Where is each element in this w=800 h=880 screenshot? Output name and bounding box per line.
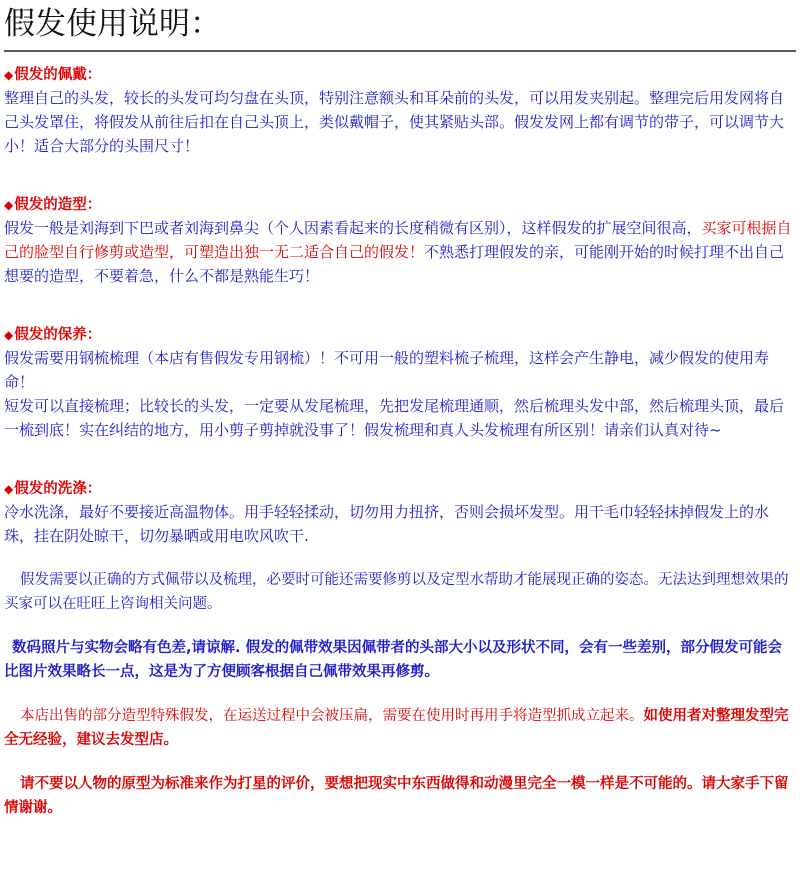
styling-text-highlight: 买家可根据自己的脸型自行修剪或造型，可塑造出独一无二适合自己的假发！ [4,219,792,261]
note-color-difference: 数码照片与实物会略有色差,请谅解. 假发的佩带效果因佩带者的头部大小以及形状不同，会有一些差别，部分假发可能会比图片效果略长一点，这是为了方便顾客根据自己佩带效果再修剪。 [4,640,783,680]
styling-text-before: 假发一般是刘海到下巴或者刘海到鼻尖（个人因素看起来的长度稍微有区别），这样假发的扩展空间很高， [4,219,702,237]
section-heading-text: 假发的佩戴： [14,67,102,83]
section-heading [4,478,796,500]
section-paragraph: 假发需要用钢梳梳理（本店有售假发专用钢梳）！不可用一般的塑料梳子梳理，这样会产生静电，减少假发的使用寿命！ [4,349,770,391]
note-correct-usage: 假发需要以正确的方式佩带以及梳理，必要时可能还需要修剪以及定型水帮助才能展现正确的姿态。无法达到理想效果的买家可以在旺旺上咨询相关问题。 [4,572,789,612]
section-paragraph: 冷水洗涤，最好不要接近高温物体。用手轻轻揉动，切勿用力扭挤，否则会损坏发型。用干毛巾轻轻抹掉假发上的水珠，挂在阴处晾干，切勿暴晒或用电吹风吹干. [4,503,770,545]
section-styling [4,194,796,288]
diamond-bullet-icon: ◆ [4,198,14,212]
section-paragraph: 短发可以直接梳理；比较长的头发，一定要从发尾梳理，先把发尾梳理通顺，然后梳理头发中部，然后梳理头顶，最后一梳到底！实在纠结的地方，用小剪子剪掉就没事了！假发梳理和真人头发梳理有所区别！请亲们认真对待~ [4,397,785,439]
section-heading [4,64,796,86]
note-rating-request: 请不要以人物的原型为标准来作为打星的评价，要想把现实中东西做得和动漫里完全一模一样是不可能的。请大家手下留情谢谢。 [4,776,789,816]
note-shipping-plain: 本店出售的部分造型特殊假发，在运送过程中会被压扁，需要在使用时再用手将造型抓成立起来。 [20,708,644,724]
page-title: 假发使用说明： [4,6,221,42]
section-wearing [4,64,796,158]
section-paragraph [4,216,796,288]
note-shipping-shape [4,704,796,752]
section-washing [4,478,796,548]
section-heading-text: 假发的保养： [14,327,102,343]
diamond-bullet-icon: ◆ [4,482,14,496]
styling-text-after: 不熟悉打理假发的亲，可能刚开始的时候打理不出自己想要的造型，不要着急，什么不都是熟能生巧！ [4,243,785,285]
section-paragraph: 整理自己的头发，较长的头发可均匀盘在头顶，特别注意额头和耳朵前的头发，可以用发夹别起。整理完后用发网将自己头发罩住，将假发从前往后扣在自己头顶上，类似戴帽子，使其紧贴头部。假发发网上都有调节的带子，可以调节大小！适合大部分的头围尺寸！ [4,89,785,155]
note-shipping-bold: 如使用者对整理发型完全无经验，建议去发型店。 [4,708,789,748]
section-heading-text: 假发的洗涤： [14,481,102,497]
section-heading-text: 假发的造型： [14,197,102,213]
diamond-bullet-icon: ◆ [4,68,14,82]
section-heading [4,194,796,216]
section-heading [4,324,796,346]
title-divider [4,50,796,52]
diamond-bullet-icon: ◆ [4,328,14,342]
section-care [4,324,796,442]
